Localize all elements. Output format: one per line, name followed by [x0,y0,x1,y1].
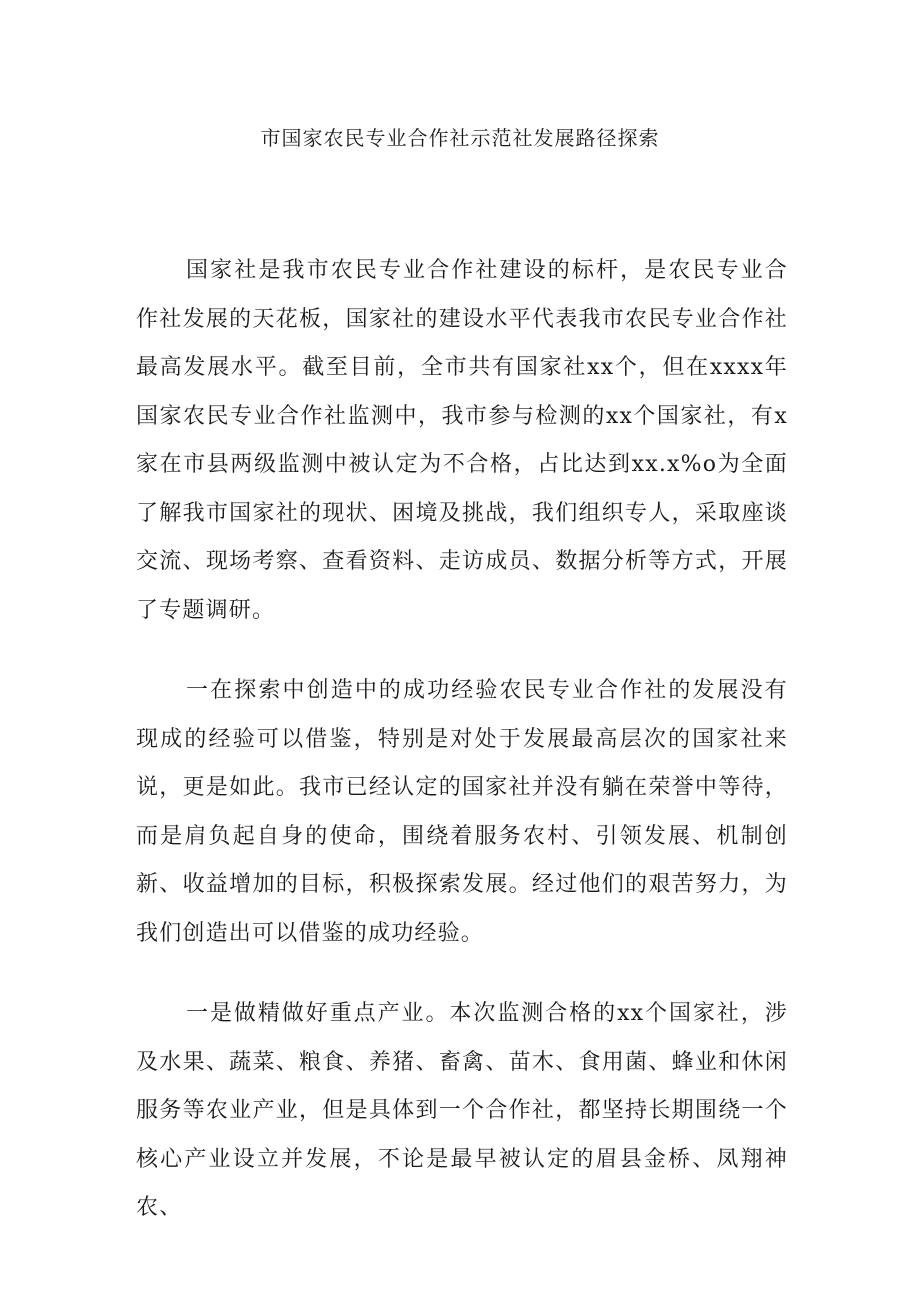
document-title: 市国家农民专业合作社示范社发展路径探索 [260,126,660,150]
paragraph-industry: 一是做精做好重点产业。本次监测合格的xx个国家社，涉及水果、蔬菜、粮食、养猪、畜禽、苗木、食用菌、蜂业和休闲服务等农业产业，但是具体到一个合作社，都坚持长期围绕一个核心产业设立并发展，不论是最早被认定的眉县金桥、凤翔神农、 [136,1001,788,1220]
paragraph-experience: 一在探索中创造中的成功经验农民专业合作社的发展没有现成的经验可以借鉴，特别是对处于发展最高层次的国家社来说，更是如此。我市已经认定的国家社并没有躺在荣誉中等待，而是肩负起自身的使命，围绕着服务农村、引领发展、机制创新、收益增加的目标，积极探索发展。经过他们的艰苦努力，为我们创造出可以借鉴的成功经验。 [136,678,788,946]
paragraph-intro: 国家社是我市农民专业合作社建设的标杆，是农民专业合作社发展的天花板，国家社的建设水平代表我市农民专业合作社最高发展水平。截至目前，全市共有国家社xx个，但在xxxx年国家农民专业合作社监测中，我市参与检测的xx个国家社，有x家在市县两级监测中被认定为不合格，占比达到xx.x%o为全面了解我市国家社的现状、困境及挑战，我们组织专人，采取座谈交流、现场考察、查看资料、走访成员、数据分析等方式，开展了专题调研。 [136,258,788,623]
